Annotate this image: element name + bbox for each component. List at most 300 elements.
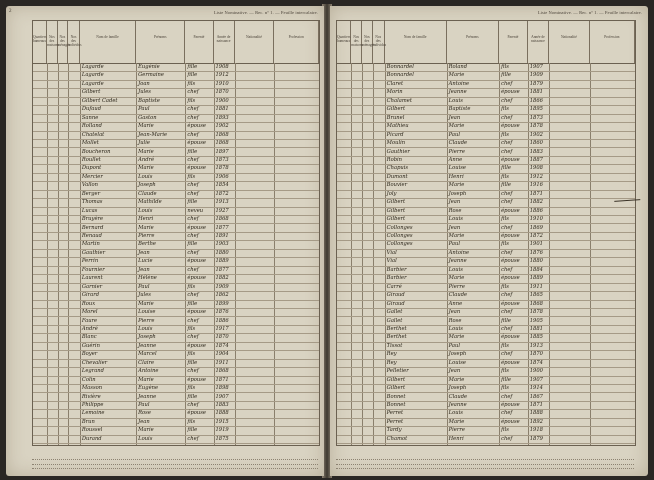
ink-flourish [614,191,641,202]
birth-year-cell: 1868 [215,368,229,375]
birth-year-cell: 1866 [529,97,543,104]
surname-cell: Gauthier [81,249,106,256]
birth-year-cell: 1907 [529,376,543,383]
first-name-cell: Claude [448,140,468,147]
birth-year-cell: 1910 [215,80,229,87]
surname-cell: Faure [81,317,98,324]
first-name-cell: Marie [138,300,154,307]
relation-cell: fils [501,64,509,70]
surname-cell: Colin [81,376,96,383]
first-name-cell: Louis [448,97,463,104]
relation-cell: fille [187,427,198,434]
surname-cell: Fournier [81,266,105,273]
column-headers [33,21,319,64]
first-name-cell: Pierre [448,427,465,434]
surname-cell: Lagarde [81,72,104,79]
first-name-cell: Jean [448,199,461,206]
surname-cell: Boyer [81,351,98,358]
first-name-cell: Jeanne [138,393,157,400]
surname-cell: Berthet [386,334,407,341]
relation-cell: chef [501,393,513,400]
relation-cell: fils [501,216,509,223]
first-name-cell: Louis [138,207,153,214]
column-header: Nos des maisons [351,21,362,63]
first-name-cell: Eugénie [138,64,160,70]
surname-cell: Blanc [81,334,97,341]
surname-cell: Dufaud [81,106,102,113]
first-name-cell: Marie [448,123,465,130]
first-name-cell: Marcel [138,351,157,358]
relation-cell: fille [501,165,511,172]
first-name-cell: Louis [448,410,463,417]
first-name-cell: Roland [448,64,468,70]
first-name-cell: Claude [448,393,468,400]
relation-cell: épouse [187,309,206,316]
relation-cell: épouse [501,402,520,408]
first-name-cell: Paul [138,106,150,113]
surname-cell: Tissot [386,342,403,349]
relation-cell: fils [187,80,196,87]
table-row [337,435,635,444]
first-name-cell: Jean [448,224,461,231]
relation-cell: épouse [501,258,520,265]
surname-cell: Rey [386,351,397,358]
relation-cell: chef [187,233,199,239]
birth-year-cell: 1903 [215,241,229,248]
first-name-cell: Gaston [138,114,157,121]
first-name-cell: Louise [448,165,466,172]
first-name-cell: Jean [138,249,150,256]
column-header: Nos des maisons [47,21,58,63]
relation-cell: chef [187,114,199,121]
surname-cell: Tardy [386,427,402,434]
birth-year-cell: 1880 [529,258,543,265]
birth-year-cell: 1900 [215,97,229,104]
surname-cell: Bernard [81,224,104,231]
relation-cell: épouse [501,359,520,366]
first-name-cell: Berthe [138,241,156,248]
relation-cell: chef [501,309,513,316]
surname-cell: Vial [386,258,397,265]
column-header: Parenté [499,21,528,63]
birth-year-cell: 1914 [529,385,543,392]
birth-year-cell: 1916 [529,182,543,189]
relation-cell: fille [187,148,198,155]
surname-cell: Thomas [81,199,103,206]
first-name-cell: Antoine [138,368,159,375]
birth-year-cell: 1870 [529,351,543,358]
birth-year-cell: 1887 [529,156,543,163]
surname-cell: Chevalier [81,359,108,366]
surname-cell: Gilbert [81,89,101,96]
first-name-cell: Jean [448,114,461,121]
first-name-cell: Joseph [448,385,467,392]
birth-year-cell: 1913 [529,342,543,349]
surname-cell: Lagarde [81,80,104,87]
birth-year-cell: 1893 [215,114,229,121]
surname-cell: Chatelat [81,131,105,138]
surname-cell: André [81,325,98,332]
first-name-cell: Mathilde [138,199,162,206]
census-table [336,20,636,446]
relation-cell: chef [187,106,199,113]
first-name-cell: Jean [138,266,150,273]
relation-cell: chef [501,114,513,121]
birth-year-cell: 1871 [529,190,543,197]
birth-year-cell: 1883 [215,402,229,408]
first-name-cell: Jean [448,368,461,375]
surname-cell: Durand [81,435,102,442]
first-name-cell: Pierre [448,283,465,290]
birth-year-cell: 1901 [529,241,543,248]
surname-cell: Girard [81,292,100,299]
birth-year-cell: 1885 [529,334,543,341]
surname-cell: Chalamet [386,97,412,104]
surname-cell: Perret [386,418,404,425]
surname-cell: Bonnardel [386,64,414,70]
first-name-cell: Louis [448,216,463,223]
relation-cell: fille [501,182,511,189]
first-name-cell: Marie [138,376,154,383]
first-name-cell: Germaine [138,72,164,79]
birth-year-cell: 1886 [215,317,229,324]
surname-cell: Masson [81,385,103,392]
surname-cell: Brunel [386,114,405,121]
table-body [337,63,635,445]
relation-cell: fille [501,72,511,79]
column-header: Nom de famille [80,21,136,63]
birth-year-cell: 1878 [215,165,229,172]
relation-cell: épouse [501,300,520,307]
relation-cell: chef [501,435,513,442]
surname-cell: Vial [386,249,397,256]
relation-cell: fille [187,359,198,366]
birth-year-cell: 1911 [215,359,229,366]
surname-cell: Dumont [386,173,408,180]
birth-year-cell: 1862 [215,292,229,299]
first-name-cell: Jean [138,418,150,425]
first-name-cell: Louise [138,309,156,316]
relation-cell: chef [187,89,199,96]
relation-cell: fille [187,241,198,248]
first-name-cell: Louis [138,173,153,180]
surname-cell: Claret [386,80,404,87]
first-name-cell: Marie [448,233,465,239]
surname-cell: Morin [386,89,403,96]
relation-cell: épouse [187,165,206,172]
surname-cell: Picard [386,131,404,138]
birth-year-cell: 1889 [215,258,229,265]
relation-cell: fils [501,385,509,392]
first-name-cell: Henri [448,435,464,442]
first-name-cell: Louise [448,359,466,366]
relation-cell: chef [501,199,513,206]
first-name-cell: Hélène [138,275,157,282]
birth-year-cell: 1869 [529,224,543,231]
relation-cell: chef [501,190,513,197]
first-name-cell: Louis [138,435,153,442]
birth-year-cell: 1882 [529,199,543,206]
relation-cell: épouse [187,224,206,231]
surname-cell: Gilbert [386,106,406,113]
birth-year-cell: 1873 [215,156,229,163]
first-name-cell: Joseph [138,182,156,189]
birth-year-cell: 1874 [529,359,543,366]
surname-cell: Dupont [81,165,102,172]
relation-cell: épouse [501,334,520,341]
surname-cell: Gilbert [386,207,406,214]
birth-year-cell: 1886 [529,207,543,214]
surname-cell: Mathieu [386,123,409,130]
surname-cell: Gallet [386,309,403,316]
relation-cell: épouse [501,418,520,425]
birth-year-cell: 1908 [215,64,229,70]
relation-cell: épouse [501,123,520,130]
surname-cell: Bonnardel [386,72,414,79]
birth-year-cell: 1876 [215,309,229,316]
surname-cell: Moulin [386,140,406,147]
first-name-cell: Antoine [448,80,470,87]
column-header: Prénoms [447,21,499,63]
first-name-cell: Jean-Marie [138,131,168,138]
surname-cell: Gilbert Cadet [81,97,118,104]
first-name-cell: André [138,156,155,163]
birth-year-cell: 1854 [215,182,229,189]
column-header: Nos des individus [373,21,385,63]
surname-cell: Mercier [81,173,103,180]
relation-cell: chef [187,249,199,256]
birth-year-cell: 1870 [215,334,229,341]
relation-cell: chef [501,148,513,155]
table-body [33,63,319,445]
surname-cell: Gilbert [386,199,406,206]
table-row [33,435,319,444]
first-name-cell: Jules [138,292,151,299]
surname-cell: Gilbert [386,376,406,383]
surname-cell: Chapuis [386,165,409,172]
relation-cell: épouse [501,156,520,163]
relation-cell: chef [187,334,199,341]
birth-year-cell: 1891 [215,233,229,239]
birth-year-cell: 1912 [529,173,543,180]
birth-year-cell: 1909 [215,283,229,290]
surname-cell: Roussel [81,427,103,434]
first-name-cell: Rose [138,410,151,417]
surname-cell: Lemoine [81,410,105,417]
birth-year-cell: 1872 [529,233,543,239]
first-name-cell: Claude [138,190,157,197]
first-name-cell: Claude [448,292,468,299]
surname-cell: Philippe [81,402,104,408]
relation-cell: fils [501,106,509,113]
birth-year-cell: 1874 [215,342,229,349]
relation-cell: épouse [501,89,520,96]
birth-year-cell: 1892 [529,418,543,425]
column-header: Nos des ménages [362,21,373,63]
birth-year-cell: 1884 [529,266,543,273]
surname-cell: Gilbert [386,216,406,223]
relation-cell: épouse [187,275,206,282]
surname-cell: Boucheron [81,148,111,155]
relation-cell: fils [501,368,509,375]
birth-year-cell: 1915 [215,418,229,425]
relation-cell: fille [501,317,511,324]
relation-cell: chef [187,131,199,138]
relation-cell: chef [501,249,513,256]
first-name-cell: Pierre [138,317,155,324]
surname-cell: Bouvier [386,182,408,189]
birth-year-cell: 1904 [215,351,229,358]
first-name-cell: Paul [448,131,461,138]
birth-year-cell: 1897 [215,148,229,155]
relation-cell: épouse [501,233,520,239]
surname-cell: Collonges [386,224,413,231]
surname-cell: Roux [81,300,96,307]
birth-year-cell: 1900 [529,368,543,375]
relation-cell: chef [501,266,513,273]
footnote [32,456,318,470]
column-header: Parenté [185,21,213,63]
column-headers [337,21,635,64]
birth-year-cell: 1868 [215,216,229,223]
surname-cell: Legrand [81,368,104,375]
column-header: Quartiers hameaux [337,21,351,63]
surname-cell: Bruyère [81,216,104,223]
right-page [330,6,648,476]
first-name-cell: Joseph [448,351,467,358]
left-page [6,6,324,476]
relation-cell: chef [501,410,513,417]
birth-year-cell: 1879 [529,435,543,442]
relation-cell: neveu [187,207,204,214]
relation-cell: chef [187,292,199,299]
column-header: Année de naissance [214,21,235,63]
column-header: Nom de famille [385,21,447,63]
first-name-cell: Jeanne [448,258,467,265]
surname-cell: Barbier [386,275,407,282]
surname-cell: Renaud [81,233,102,239]
column-header: Nationalité [549,21,590,63]
birth-year-cell: 1888 [215,410,229,417]
birth-year-cell: 1868 [215,131,229,138]
birth-year-cell: 1910 [529,216,543,223]
column-header: Année de naissance [528,21,549,63]
surname-cell: Garnier [81,283,103,290]
relation-cell: chef [501,224,513,231]
surname-cell: Rolland [81,123,102,130]
relation-cell: fils [187,283,196,290]
first-name-cell: Marie [138,123,154,130]
column-header: Quartiers hameaux [33,21,47,63]
birth-year-cell: 1909 [529,72,543,79]
relation-cell: chef [187,402,199,408]
first-name-cell: Jeanne [448,402,467,408]
first-name-cell: Marie [448,275,465,282]
relation-cell: chef [501,351,513,358]
relation-cell: fils [187,97,196,104]
first-name-cell: Henri [448,173,464,180]
birth-year-cell: 1871 [529,402,543,408]
surname-cell: Martin [81,241,100,248]
surname-cell: Guérin [81,342,100,349]
relation-cell: chef [187,156,199,163]
first-name-cell: Louis [448,325,463,332]
relation-cell: fille [187,72,198,79]
first-name-cell: Pierre [138,233,155,239]
birth-year-cell: 1913 [215,199,229,206]
birth-year-cell: 1907 [215,393,229,400]
birth-year-cell: 1878 [529,309,543,316]
birth-year-cell: 1873 [529,114,543,121]
surname-cell: Collonges [386,233,413,239]
first-name-cell: Marie [138,165,154,172]
relation-cell: fille [501,376,511,383]
first-name-cell: Anne [448,300,463,307]
relation-cell: chef [187,182,199,189]
birth-year-cell: 1907 [529,64,543,70]
birth-year-cell: 1883 [529,148,543,155]
birth-year-cell: 1879 [529,80,543,87]
relation-cell: épouse [187,376,206,383]
surname-cell: Perret [386,410,404,417]
surname-cell: Roullet [81,156,101,163]
first-name-cell: Antoine [448,249,470,256]
relation-cell: épouse [501,207,520,214]
relation-cell: fils [187,351,196,358]
relation-cell: épouse [187,123,206,130]
relation-cell: chef [501,80,513,87]
first-name-cell: Joan [138,80,150,87]
birth-year-cell: 1912 [215,72,229,79]
birth-year-cell: 1875 [215,435,229,442]
relation-cell: épouse [187,410,206,417]
surname-cell: Vallon [81,182,99,189]
birth-year-cell: 1881 [529,325,543,332]
relation-cell: fille [187,199,198,206]
birth-year-cell: 1919 [215,427,229,434]
birth-year-cell: 1870 [215,89,229,96]
first-name-cell: Pierre [448,148,465,155]
birth-year-cell: 1898 [215,385,229,392]
birth-year-cell: 1908 [529,165,543,172]
birth-year-cell: 1902 [529,131,543,138]
birth-year-cell: 1895 [529,106,543,113]
surname-cell: Rivière [81,393,101,400]
first-name-cell: Marie [448,72,465,79]
surname-cell: Mollet [81,140,99,147]
first-name-cell: Rose [448,207,462,214]
relation-cell: fils [187,173,196,180]
birth-year-cell: 1899 [215,300,229,307]
surname-cell: Bonnet [386,393,406,400]
first-name-cell: Paul [448,241,461,248]
relation-cell: chef [187,266,199,273]
first-name-cell: Marie [138,148,154,155]
surname-cell: Perrin [81,258,99,265]
first-name-cell: Paul [448,342,461,349]
surname-cell: Gilbert [386,385,406,392]
page-header: Liste Nominative. — Rec. n° 1. — Feuille intercalaire. [213,10,318,15]
first-name-cell: Baptiste [138,97,160,104]
column-header: Nationalité [235,21,275,63]
surname-cell: Berger [81,190,101,197]
relation-cell: chef [501,97,513,104]
page-number: 2 [9,9,12,14]
birth-year-cell: 1888 [529,410,543,417]
first-name-cell: Louis [448,266,463,273]
relation-cell: fils [501,283,509,290]
relation-cell: chef [187,317,199,324]
